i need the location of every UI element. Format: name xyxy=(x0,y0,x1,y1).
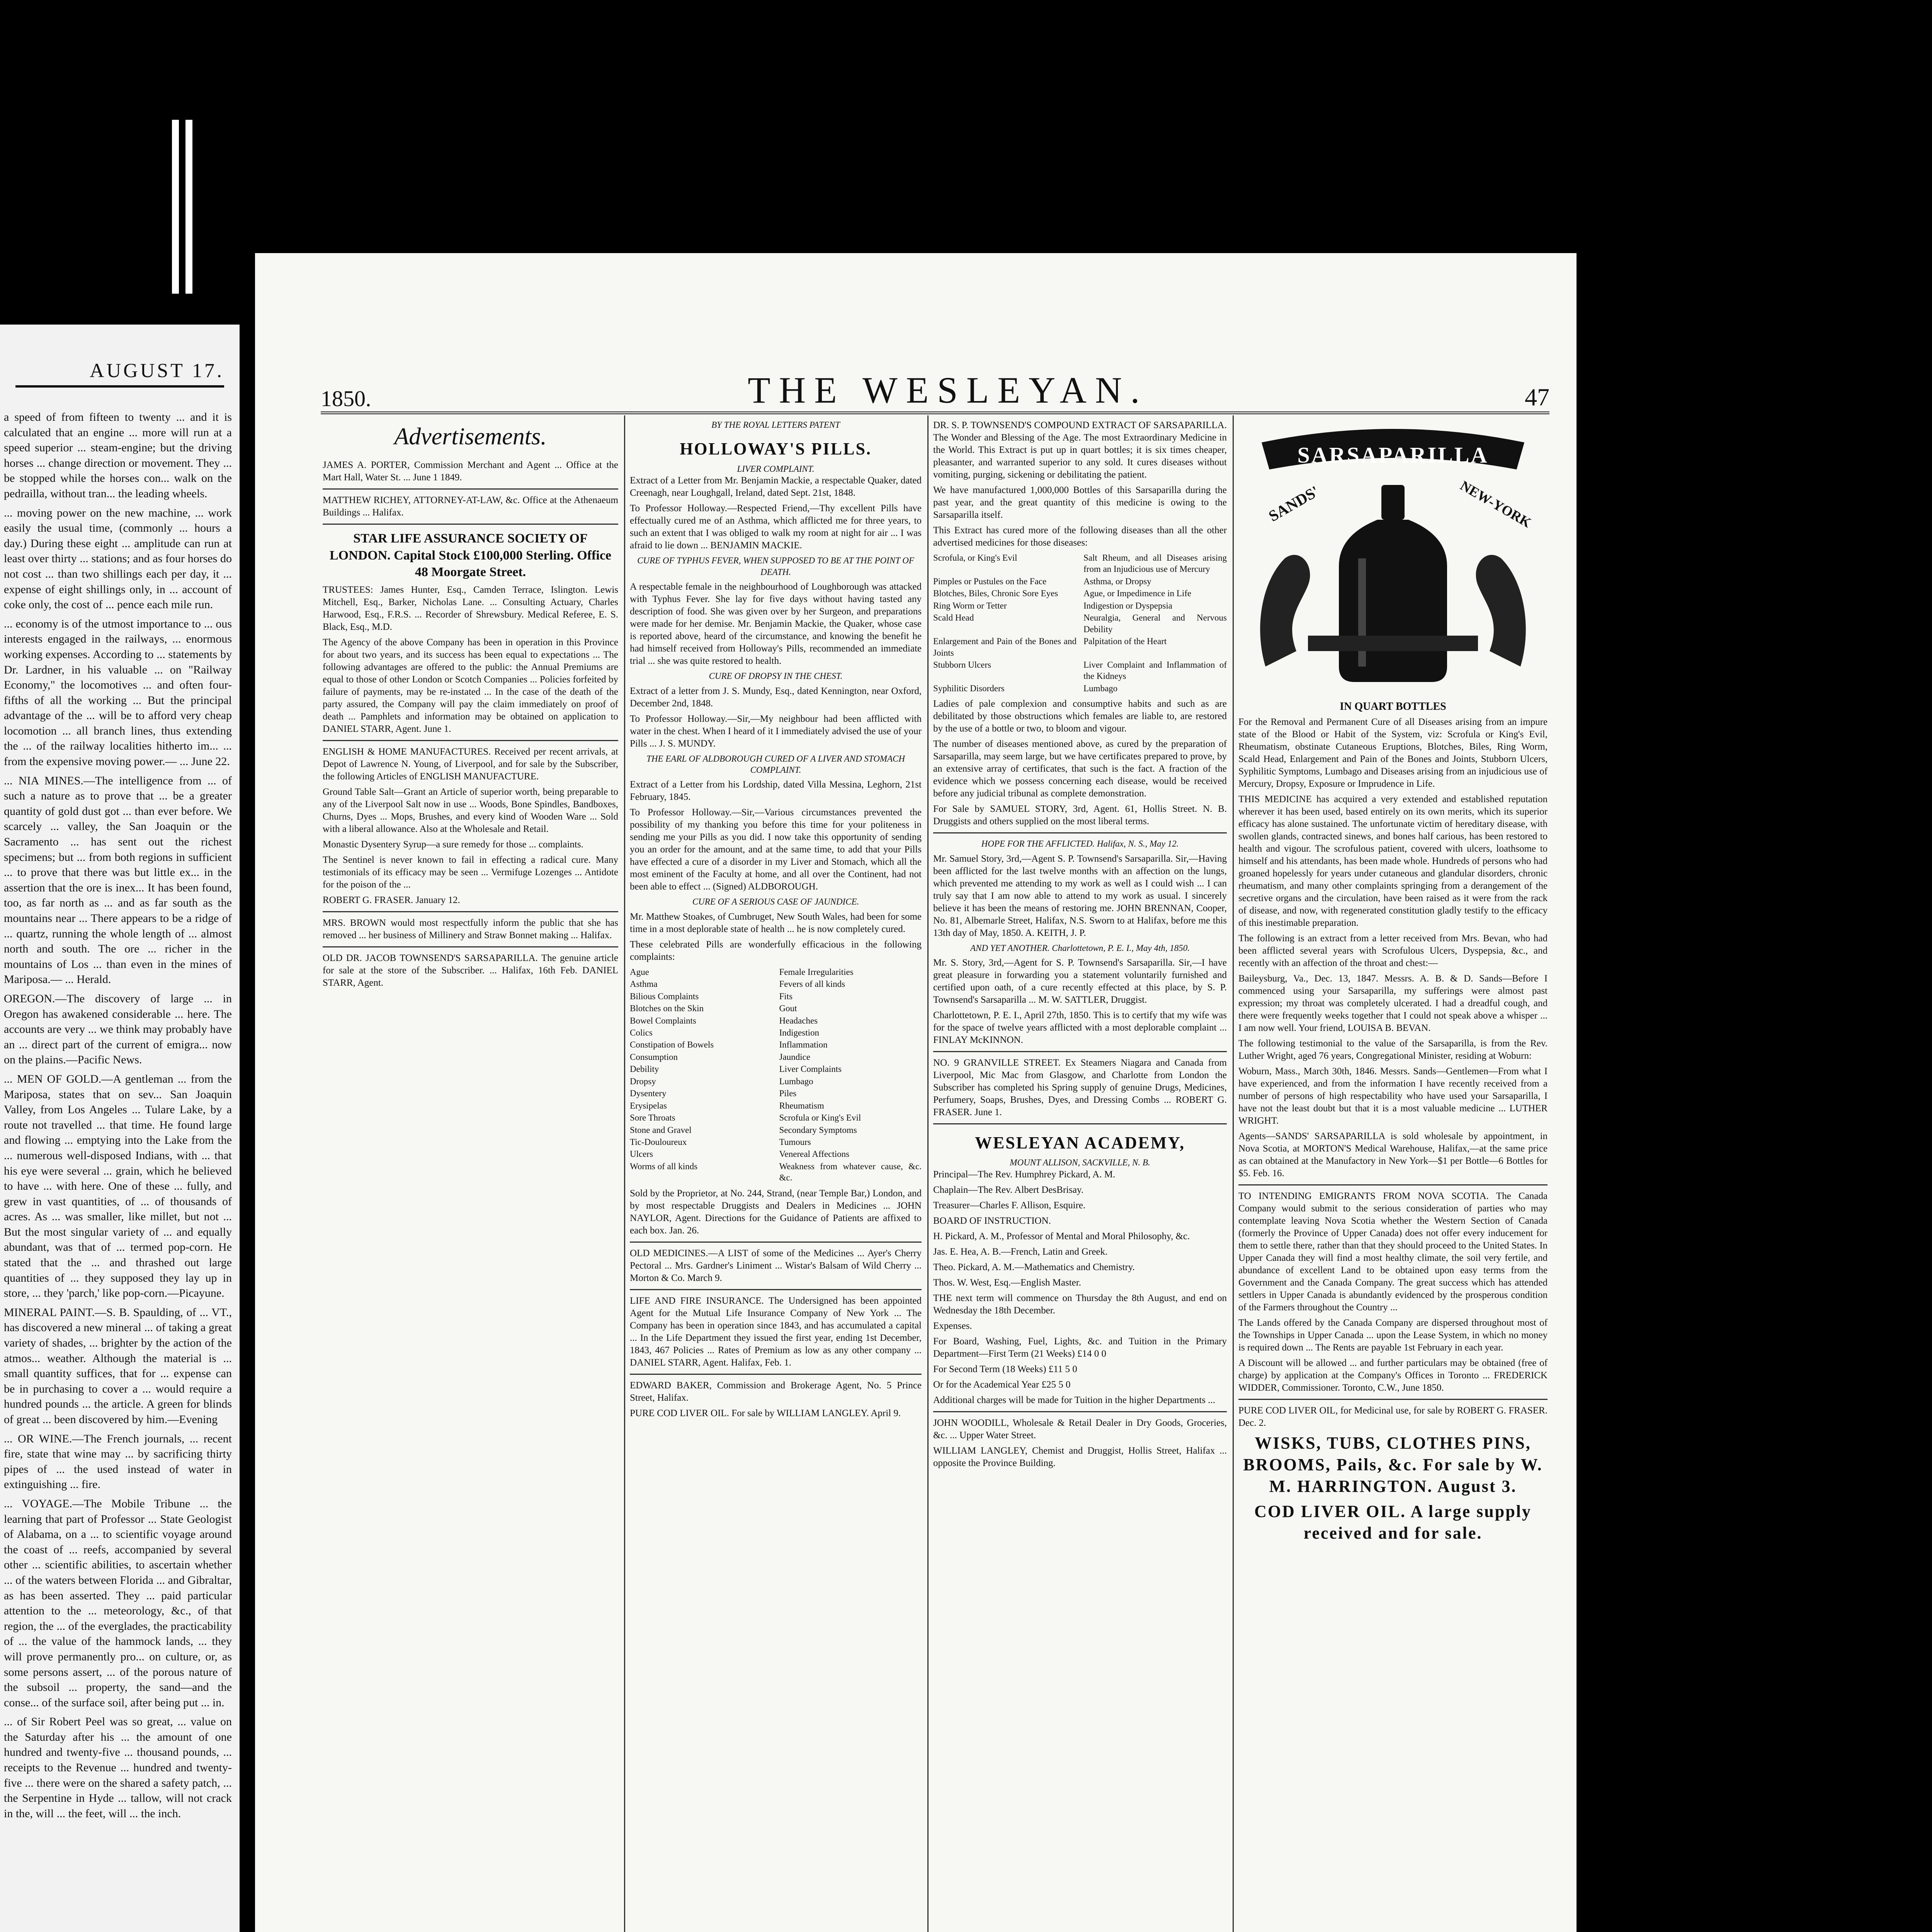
academy-line: For Board, Washing, Fuel, Lights, &c. and Tuition in the Primary Department—First Term (21 Weeks) £14 0 0 xyxy=(933,1336,1227,1359)
diseases-table xyxy=(933,552,1227,694)
paragraph: DR. S. P. TOWNSEND'S COMPOUND EXTRACT OF SARSAPARILLA. The Wonder and Blessing of the Age. The most Extraordinary Medicine in the World. This Extract is put up in quart bottles; it is six times cheaper, pleasanter, and warranted superior to any sold. It cures diseases without vomiting, purging, sickening or debilitating the patient. xyxy=(933,420,1227,480)
divider xyxy=(630,1374,922,1375)
academy-line: Jas. E. Hea, A. B.—French, Latin and Greek. xyxy=(933,1246,1108,1257)
complaint-item: Lumbago xyxy=(779,1076,813,1086)
subheading: LIVER COMPLAINT. xyxy=(737,464,815,474)
divider xyxy=(323,488,618,490)
complaint-item: Indigestion xyxy=(779,1028,819,1037)
divider xyxy=(323,524,618,525)
complaint-item: Inflammation xyxy=(779,1040,828,1050)
academy-line: H. Pickard, A. M., Professor of Mental and Moral Philosophy, &c. xyxy=(933,1231,1190,1242)
paragraph: Sold by the Proprietor, at No. 244, Strand, (near Temple Bar,) London, and by most respectable Druggists and Dealers in Medicines ... JOHN NAYLOR, Agent. Directions for the Guidance of Patients are affixed to each box. Jan. 26. xyxy=(630,1188,922,1236)
paragraph: Woburn, Mass., March 30th, 1846. Messrs. Sands—Gentlemen—From what I have experienced, and from the information I have recently received from a number of persons of high respectability who have used your Sarsaparilla, I have not the least doubt but that it is a most valuable medicine ... LUTHER WRIGHT. xyxy=(1238,1066,1548,1126)
scan-bar-1 xyxy=(172,120,179,294)
complaint-item: Fits xyxy=(779,991,793,1001)
paragraph: WILLIAM LANGLEY, Chemist and Druggist, Hollis Street, Halifax ... opposite the Province Building. xyxy=(933,1445,1227,1468)
paragraph: LIFE AND FIRE INSURANCE. The Undersigned has been appointed Agent for the Mutual Life Insurance Company of New York ... The Company has been in operation since 1843, and has accumulated a capital ... In the Life Department they issued the first year, ending 1st December, 1843, 467 Policies ... Rates of Premium as low as any other company ... DANIEL STARR, Agent. Halifax, Feb. 1. xyxy=(630,1295,922,1368)
holloway-heading: HOLLOWAY'S PILLS. xyxy=(680,439,872,459)
ad-paragraph: MATTHEW RICHEY, ATTORNEY-AT-LAW, &c. Office at the Athenaeum Buildings ... Halifax. xyxy=(323,495,618,518)
disease-item: Ring Worm or Tetter xyxy=(933,600,1007,611)
patent-line: BY THE ROYAL LETTERS PATENT xyxy=(711,420,840,430)
complaint-item: Gout xyxy=(779,1003,797,1014)
academy-heading: WESLEYAN ACADEMY, xyxy=(975,1133,1185,1153)
disease-item: Blotches, Biles, Chronic Sore Eyes xyxy=(933,588,1058,599)
paragraph: Charlottetown, P. E. I., April 27th, 1850. This is to certify that my wife was for the space of twelve years afflicted with a most deplorable complaint ... FINLAY McKINNON. xyxy=(933,1010,1227,1046)
column-holloway xyxy=(630,419,922,1932)
academy-line: Expenses. xyxy=(933,1320,972,1331)
paragraph: ... OR WINE.—The French journals, ... recent fire, state that wine may ... by sacrificing thirty pipes of ... the used instead of water in extinguishing ... fire. xyxy=(4,1432,232,1491)
divider xyxy=(323,946,618,947)
masthead-title: THE WESLEYAN. xyxy=(748,369,1148,411)
paragraph: ... VOYAGE.—The Mobile Tribune ... the learning that part of Professor ... State Geologist of Alabama, on a ... to scientific voyage around the coast of ... reefs, accompanied by several other ... scientific abilities, to ascertain whether ... of the waters between Florida ... and Gibraltar, as has been asserted. They ... paid particular attention to the ... meteorology, &c., of that region, the ... of the everglades, the practicability of ... the value of the hammock lands, ... they will prove permanently pro... on culture, or, as some persons assert, ... of the porous nature of the subsoil ... property, the sand—and the conse... of the surface soil, after being put ... in. xyxy=(4,1497,232,1709)
paragraph: A respectable female in the neighbourhood of Loughborough was attacked with Typhus Fever. She lay for five days without having tasted any description of food. She was given over by her Surgeon, and preparations were made for her demise. Mr. Benjamin Mackie, the Quaker, whose case is reported above, heard of the circumstance, and knowing the benefit he had himself received from Holloway's Pills, recommended an immediate trial ... she was quite restored to health. xyxy=(630,582,922,667)
academy-line: For Second Term (18 Weeks) £11 5 0 xyxy=(933,1364,1077,1374)
paragraph: For Sale by SAMUEL STORY, 3rd, Agent. 61, Hollis Street. N. B. Druggists and others supplied on the most liberal terms. xyxy=(933,804,1227,827)
paragraph: Mr. Samuel Story, 3rd,—Agent S. P. Townsend's Sarsaparilla. Sir,—Having been afflicted for the last twelve months with an affection on the lungs, which prevented me attending to my work as well as I could wish ... I can truly say that I am now able to attend to my work as usual. I sincerely believe it has been the means of restoring me. JOHN BRENNAN, Cooper, No. 81, Albemarle Street, Halifax, N.S. Sworn to at Halifax, before me this 13th day of May, 1850. A. KEITH, J. P. xyxy=(933,853,1227,938)
complaint-item: Ulcers xyxy=(630,1149,653,1159)
subheading: CURE OF TYPHUS FEVER, WHEN SUPPOSED TO BE AT THE POINT OF DEATH. xyxy=(637,556,914,577)
complaint-item: Secondary Symptoms xyxy=(779,1125,857,1135)
paragraph: TO INTENDING EMIGRANTS FROM NOVA SCOTIA. The Canada Company would submit to the serious consideration of parties who may contemplate leaving Nova Scotia whether the Western Section of Canada (formerly the Province of Upper Canada) does not offer every inducement for them to settle there, rather than that they should proceed to the United States. In Upper Canada they will find a most healthy climate, the soil very fertile, and abundance of excellent Land to be obtained upon easy terms from the Government and the Canada Company. The great success which has attended settlers in Upper Canada is abundantly evidenced by the prosperous condition of the Farmers throughout the Country ... xyxy=(1238,1190,1548,1313)
column-rule xyxy=(1233,415,1234,1932)
paragraph: Extract of a letter from J. S. Mundy, Esq., dated Kennington, near Oxford, December 2nd, 1848. xyxy=(630,685,922,709)
divider xyxy=(630,1289,922,1290)
disease-item: Lumbago xyxy=(1083,683,1118,693)
ad-paragraph: TRUSTEES: James Hunter, Esq., Camden Terrace, Islington. Lewis Mitchell, Esq., Barker, Nicholas Lane. ... Consulting Actuary, Charles Harwood, Esq., F.R.S. ... Recorder of Shrewsbury. Medical Referee, E. S. Black, Esq., M.D. xyxy=(323,584,618,632)
paragraph: We have manufactured 1,000,000 Bottles of this Sarsaparilla during the past year, and the great quantity of this medicine is owing to the Sarsaparilla itself. xyxy=(933,485,1227,520)
academy-line: Or for the Academical Year £25 5 0 xyxy=(933,1379,1071,1390)
disease-item: Palpitation of the Heart xyxy=(1083,636,1167,646)
complaint-item: Female Irregularities xyxy=(779,967,854,977)
subheading: HOPE FOR THE AFFLICTED. Halifax, N. S., May 12. xyxy=(981,839,1179,849)
paragraph: a speed of from fifteen to twenty ... and it is calculated that an engine ... more will run at a speed superior ... steam-engine; but the driving horses ... change direction or movement. They ... be stopped while the horses con... walk on the pedrailla, without tran... the leading wheels. xyxy=(4,411,232,500)
complaint-item: Asthma xyxy=(630,979,658,989)
paragraph: MINERAL PAINT.—S. B. Spaulding, of ... VT., has discovered a new mineral ... of taking a great variety of shades, ... brighter by the action of the atmos... weather. Although the material is ... small quantity suffices, that for ... expense can be in purchasing to cover a ... would require a hundred pounds ... the article. A green for blinds of great ... been discovered by him.—Evening xyxy=(4,1306,232,1426)
disease-item: Liver Complaint and Inflammation of the Kidneys xyxy=(1083,660,1227,681)
academy-line: Chaplain—The Rev. Albert DesBrisay. xyxy=(933,1184,1084,1195)
complaint-item: Colics xyxy=(630,1028,653,1037)
paragraph: ... moving power on the new machine, ... work easily the usual time, (commonly ... hours a day.) During these eight ... amplitude can run at least over thirty ... stations; and as four horses do not cost ... than two shillings each per day, it ... expense of eight shillings only, in ... account of coke only, the cost of ... pence each mile run. xyxy=(4,506,232,611)
paragraph: JOHN WOODILL, Wholesale & Retail Dealer in Dry Goods, Groceries, &c. ... Upper Water Street. xyxy=(933,1417,1227,1440)
paragraph: NO. 9 GRANVILLE STREET. Ex Steamers Niagara and Canada from Liverpool, Mic Mac from Glasgow, and Charlotte from London the Subscriber has completed his Spring supply of genuine Drugs, Medicines, Perfumery, Soaps, Brushes, Dyes, and Dressing Combs ... ROBERT G. FRASER. June 1. xyxy=(933,1058,1227,1118)
divider xyxy=(323,740,618,741)
disease-item: Indigestion or Dyspepsia xyxy=(1083,600,1172,611)
academy-line: Principal—The Rev. Humphrey Pickard, A. M. xyxy=(933,1169,1116,1180)
complaint-item: Headaches xyxy=(779,1015,818,1026)
ad-paragraph: ENGLISH & HOME MANUFACTURES. Received per recent arrivals, at Depot of Lawrence N. Young, of Liverpool, and for sale by the Subscriber, the following Articles of ENGLISH MANUFACTURE. xyxy=(323,746,618,782)
complaint-item: Bilious Complaints xyxy=(630,991,699,1001)
sarsaparilla-logo xyxy=(1238,419,1548,697)
newspaper-page xyxy=(255,253,1577,1932)
previous-page-header: AUGUST 17. xyxy=(15,359,224,388)
complaint-item: Jaundice xyxy=(779,1052,810,1062)
ad-paragraph: MRS. BROWN would most respectfully inform the public that she has removed ... her business of Millinery and Straw Bonnet making ... Halifax. xyxy=(323,917,618,940)
paragraph: Baileysburg, Va., Dec. 13, 1847. Messrs. A. B. & D. Sands—Before I commenced using your Sarsaparilla, my sufferings were almost past expression; my throat was completely ulcerated. I had a dreadful cough, and there were frequently weeks together that I could not speak above a whisper ... I am now well. Your friend, LOUISA B. BEVAN. xyxy=(1238,973,1548,1033)
masthead-year: 1850. xyxy=(321,386,371,411)
logo-sands: SANDS' xyxy=(1265,482,1322,525)
complaint-item: Debility xyxy=(630,1064,659,1074)
ad-heading: STAR LIFE ASSURANCE SOCIETY OF LONDON. Capital Stock £100,000 Sterling. Office 48 Moorgate Street. xyxy=(329,531,612,580)
academy-line: Thos. W. West, Esq.—English Master. xyxy=(933,1277,1081,1288)
complaint-item: Tic-Douloureux xyxy=(630,1137,687,1147)
divider xyxy=(630,1242,922,1243)
disease-item: Salt Rheum, and all Diseases arising from an Injudicious use of Mercury xyxy=(1083,553,1227,574)
paragraph: Mr. Matthew Stoakes, of Cumbruget, New South Wales, had been for some time in a most deplorable state of health ... he is now completely cured. xyxy=(630,911,922,934)
disease-item: Scald Head xyxy=(933,613,974,623)
complaint-item: Dysentery xyxy=(630,1088,667,1099)
complaint-item: Consumption xyxy=(630,1052,678,1062)
masthead xyxy=(321,369,1549,414)
column-townsend xyxy=(933,419,1227,1932)
complaint-item: Piles xyxy=(779,1088,797,1099)
disease-item: Enlargement and Pain of the Bones and Joints xyxy=(933,636,1077,658)
advertisements-heading: Advertisements. xyxy=(394,423,547,450)
ad-paragraph: The Agency of the above Company has been in operation in this Province for about two years, and its success has been equal to expectations ... The following advantages are offered to the public: the Annual Premiums are equal to those of other London or Scotch Companies ... Policies forfeited by failure of payments, may be re-instated ... In the case of the death of the party assured, the Company will pay the claim immediately on proof of death ... Pamphlets and information may be obtained on application to DANIEL STARR, Agent. June 1. xyxy=(323,637,618,734)
complaint-item: Tumours xyxy=(779,1137,811,1147)
complaint-item: Blotches on the Skin xyxy=(630,1003,704,1014)
divider xyxy=(1238,1399,1548,1400)
column-rule xyxy=(927,415,929,1932)
complaint-item: Dropsy xyxy=(630,1076,656,1086)
complaint-item: Erysipelas xyxy=(630,1100,667,1111)
paragraph: ... of Sir Robert Peel was so great, ... value on the Saturday after his ... the amount of one hundred and twenty-five ... thousand pounds, ... receipts to the Revenue ... hundred and twenty-five ... there were on the shared a safety patch, ... the Serpentine in Hyde ... tallow, will not crack in the, will ... the feet, will ... the inch. xyxy=(4,1715,232,1820)
disease-item: Ague, or Impedimence in Life xyxy=(1083,588,1192,599)
in-quart-bottles: IN QUART BOTTLES xyxy=(1340,701,1446,713)
ad-paragraph: The Sentinel is never known to fail in effecting a radical cure. Many testimonials of its efficacy may be seen ... Vermifuge Lozenges ... Antidote for the poison of the ... xyxy=(323,854,618,890)
page-number: 47 xyxy=(1524,383,1549,411)
previous-page xyxy=(0,325,240,1932)
paragraph: To Professor Holloway.—Sir,—My neighbour had been afflicted with water in the chest. When I heard of it I immediately advised the use of your Pills ... J. S. MUNDY. xyxy=(630,713,922,749)
academy-line: Theo. Pickard, A. M.—Mathematics and Chemistry. xyxy=(933,1262,1135,1272)
academy-line: Treasurer—Charles F. Allison, Esquire. xyxy=(933,1200,1086,1211)
cod-liver-oil-ad: COD LIVER OIL. A large supply received and for sale. xyxy=(1254,1502,1532,1543)
academy-line: BOARD OF INSTRUCTION. xyxy=(933,1215,1051,1226)
paragraph: The following is an extract from a letter received from Mrs. Bevan, who had been afflicted several years with Scrofulous Ulcers, Dyspepsia, &c., and recently with an affection of the throat and chest:— xyxy=(1238,933,1548,968)
complaint-item: Stone and Gravel xyxy=(630,1125,692,1135)
ad-paragraph: Monastic Dysentery Syrup—a sure remedy for those ... complaints. xyxy=(323,839,583,850)
paragraph: ... economy is of the utmost importance to ... ous interests engaged in the railways, ... enormous working expenses. According to ... statements by Dr. Lardner, in his valuable ... on "Railway Economy," the locomotives ... and often four-fifths of all the working ... But the principal advantage of the ... will be to afford very cheap locomotion ... all branch lines, thus extending the ... of the railway localities hitherto im... ... from the expensive moving power.— ... June 22. xyxy=(4,617,232,768)
logo-new-york: NEW-YORK xyxy=(1458,478,1534,531)
paragraph: THIS MEDICINE has acquired a very extended and established reputation wherever it has been used, based entirely on its own merits, which its superior efficacy has alone sustained. The unfortunate victim of hereditary disease, with swollen glands, contracted sinews, and bones half carious, has been restored to health and vigour. The scrofulous patient, covered with ulcers, loathsome to himself and his attendants, has been made whole. Hundreds of persons who had groaned hopelessly for years under cutaneous and glandular disorders, chronic rheumatism, and many other complaints springing from a derangement of the secretive organs and the circulation, have been raised as it were from the rack of disease, and now, with regenerated constitution gladly testify to the efficacy of this inestimable preparation. xyxy=(1238,794,1548,928)
paragraph: The number of diseases mentioned above, as cured by the preparation of Sarsaparilla, may seem large, but we have certificates prepared to prove, by an extensive array of certificates, that such is the fact. A fraction of the evidence which we possess concerning each disease, would be received before any judicial tribunal as complete demonstration. xyxy=(933,739,1227,799)
ad-paragraph: ROBERT G. FRASER. January 12. xyxy=(323,895,460,905)
ad-paragraph: OLD DR. JACOB TOWNSEND'S SARSAPARILLA. The genuine article for sale at the store of the Subscriber. ... Halifax, 16th Feb. DANIEL STARR, Agent. xyxy=(323,952,618,988)
ad-paragraph: Ground Table Salt—Grant an Article of superior worth, being preparable to any of the Liverpool Salt now in use ... Woods, Bone Spindles, Bandboxes, Churns, Dyes ... Mops, Brushes, and every kind of Wooden Ware ... Sold with a liberal allowance. Also at the Wholesale and Retail. xyxy=(323,786,618,834)
disease-item: Neuralgia, General and Nervous Debility xyxy=(1083,613,1227,634)
paragraph: The following testimonial to the value of the Sarsaparilla, is from the Rev. Luther Wright, aged 76 years, Congregational Minister, residing at Woburn: xyxy=(1238,1038,1548,1061)
disease-item: Pimples or Pustules on the Face xyxy=(933,576,1047,586)
divider xyxy=(1238,1184,1548,1185)
paragraph: These celebrated Pills are wonderfully efficacious in the following complaints: xyxy=(630,939,922,962)
paragraph: ... NIA MINES.—The intelligence from ... of such a nature as to prove that ... be a greater quantity of gold dust got ... than ever before. We scarcely ... valley, the San Joaquin or the Sacramento ... has sent out the richest specimens; but ... from both regions in sufficient ... to prove that there was but little ex... in the assertion that the ore is inex... It has been found, too, as far north as ... and as far south as the mountains near ... There appears to be a ridge of ... quartz, running the whole length of ... almost north and south. The ore ... richer in the mountains of Los ... than even in the mines of Mariposa.— ... Herald. xyxy=(4,774,232,986)
logo-sarsaparilla: SARSAPARILLA xyxy=(1297,442,1489,468)
divider xyxy=(323,911,618,912)
paragraph: To Professor Holloway.—Sir,—Various circumstances prevented the possibility of my thanking you before this time for your politeness in sending me your Pills as you did. I now take this opportunity of sending you an order for the amount, and at the same time, to add that your Pills have effected a cure of a disorder in my Liver and Stomach, which all the most eminent of the Faculty at home, and all over the Continent, had not been able to effect ... (Signed) ALDBOROUGH. xyxy=(630,807,922,892)
subheading: CURE OF A SERIOUS CASE OF JAUNDICE. xyxy=(692,897,859,907)
complaints-table xyxy=(630,966,922,1184)
subheading: THE EARL OF ALDBOROUGH CURED OF A LIVER AND STOMACH COMPLAINT. xyxy=(646,753,905,775)
subheading: CURE OF DROPSY IN THE CHEST. xyxy=(709,671,843,681)
complaint-item: Constipation of Bowels xyxy=(630,1040,714,1050)
paragraph: ... MEN OF GOLD.—A gentleman ... from the Mariposa, states that on sev... San Joaquin Valley, from Los Angeles ... Tulare Lake, by a route not travelled ... that time. He found large and flowing ... emptying into the Lake from the ... numerous well-disposed Indians, with ... that his eye were several ... grain, which he believed to have ... with here. One of these ... fully, and grew in vast quantities, of ... of thousands of acres. As ... was smaller, like millet, but not ... But the most singular variety of ... and equally abundant, was that of ... termed pop-corn. He stated that the ... and thrashed out large quantities of ... they supposed they lay up in store, ... they 'parch,' like pop-corn.—Picayune. xyxy=(4,1072,232,1300)
paragraph: A Discount will be allowed ... and further particulars may be obtained (free of charge) by application at the Company's Offices in Toronto ... FREDERICK WIDDER, Commissioner. Toronto, C.W., June 1850. xyxy=(1238,1357,1548,1393)
previous-page-text xyxy=(4,410,232,1825)
paragraph: OLD MEDICINES.—A LIST of some of the Medicines ... Ayer's Cherry Pectoral ... Mrs. Gardner's Liniment ... Wistar's Balsam of Wild Cherry ... Morton & Co. March 9. xyxy=(630,1248,922,1283)
paragraph: To Professor Holloway.—Respected Friend,—Thy excellent Pills have effectually cured me of an Asthma, which afflicted me for three years, to such an extent that I was obliged to walk my room at night for air ... I was afraid to lie down ... BENJAMIN MACKIE. xyxy=(630,503,922,551)
disease-item: Syphilitic Disorders xyxy=(933,683,1005,693)
column-rule xyxy=(624,415,625,1932)
complaint-item: Worms of all kinds xyxy=(630,1161,698,1171)
complaint-item: Rheumatism xyxy=(779,1100,824,1111)
academy-line: THE next term will commence on Thursday the 8th August, and end on Wednesday the 18th December. xyxy=(933,1293,1227,1316)
divider xyxy=(933,1411,1227,1412)
complaint-item: Bowel Complaints xyxy=(630,1015,696,1026)
complaint-item: Venereal Affections xyxy=(779,1149,850,1159)
column-advertisements xyxy=(323,419,618,1932)
wisks-tubs-ad: WISKS, TUBS, CLOTHES PINS, BROOMS, Pails, &c. For sale by W. M. HARRINGTON. August 3. xyxy=(1243,1433,1543,1496)
paragraph: Extract of a Letter from Mr. Benjamin Mackie, a respectable Quaker, dated Creenagh, near Loughgall, Ireland, dated Sept. 21st, 1848. xyxy=(630,475,922,498)
disease-item: Asthma, or Dropsy xyxy=(1083,576,1151,586)
academy-line: Additional charges will be made for Tuition in the higher Departments ... xyxy=(933,1395,1215,1405)
paragraph: Extract of a Letter from his Lordship, dated Villa Messina, Leghorn, 21st February, 1845. xyxy=(630,779,922,803)
paragraph: OREGON.—The discovery of large ... in Oregon has awakened considerable ... here. The accounts are very ... we think may probably have an ... direct part of the current of emigra... now on the plains.—Pacific News. xyxy=(4,992,232,1066)
complaint-item: Sore Throats xyxy=(630,1113,675,1123)
divider xyxy=(933,832,1227,833)
ad-paragraph: JAMES A. PORTER, Commission Merchant and Agent ... Office at the Mart Hall, Water St. ... June 1 1849. xyxy=(323,460,618,483)
paragraph: Mr. S. Story, 3rd,—Agent for S. P. Townsend's Sarsaparilla. Sir,—I have great pleasure in forwarding you a statement voluntarily furnished and certified upon oath, of a cure recently effected at this place, by S. P. Townsend's Sarsaparilla ... M. W. SATTLER, Druggist. xyxy=(933,957,1227,1005)
column-sands xyxy=(1238,419,1548,1932)
divider xyxy=(933,1051,1227,1052)
disease-item: Scrofula, or King's Evil xyxy=(933,553,1017,563)
paragraph: Agents—SANDS' SARSAPARILLA is sold wholesale by appointment, in Nova Scotia, at MORTON'S Medical Warehouse, Halifax,—at the same price as can obtained at the Manufactory in New York—$1 per Bottle—6 Bottles for $5. Feb. 16. xyxy=(1238,1131,1548,1179)
divider xyxy=(933,1123,1227,1124)
complaint-item: Scrofula or King's Evil xyxy=(779,1113,861,1123)
complaint-item: Weakness from whatever cause, &c. &c. xyxy=(779,1161,922,1183)
complaint-item: Fevers of all kinds xyxy=(779,979,845,989)
paragraph: PURE COD LIVER OIL. For sale by WILLIAM LANGLEY. April 9. xyxy=(630,1408,901,1418)
paragraph: The Lands offered by the Canada Company are dispersed throughout most of the Townships in Upper Canada ... upon the Lease System, in which no money is required down ... The Rents are payable 1st February in each year. xyxy=(1238,1317,1548,1353)
sarsaparilla-bottle-illustration xyxy=(1238,419,1548,697)
paragraph: PURE COD LIVER OIL, for Medicinal use, for sale by ROBERT G. FRASER. Dec. 2. xyxy=(1238,1405,1548,1428)
academy-details xyxy=(933,1168,1227,1406)
disease-item: Stubborn Ulcers xyxy=(933,660,992,670)
subheading: AND YET ANOTHER. Charlottetown, P. E. I., May 4th, 1850. xyxy=(970,943,1190,953)
academy-subheading: MOUNT ALLISON, SACKVILLE, N. B. xyxy=(1010,1158,1150,1168)
complaint-item: Liver Complaints xyxy=(779,1064,842,1074)
complaint-item: Ague xyxy=(630,967,649,977)
scan-bar-2 xyxy=(185,120,192,294)
paragraph: This Extract has cured more of the following diseases than all the other advertised medicines for those diseases: xyxy=(933,525,1227,548)
paragraph: Ladies of pale complexion and consumptive habits and such as are debilitated by those obstructions which females are liable to, are restored by the use of a bottle or two, to bloom and vigour. xyxy=(933,699,1227,734)
paragraph: EDWARD BAKER, Commission and Brokerage Agent, No. 5 Prince Street, Halifax. xyxy=(630,1380,922,1403)
paragraph: For the Removal and Permanent Cure of all Diseases arising from an impure state of the Blood or Habit of the System, viz: Scrofula or King's Evil, Rheumatism, obstinate Cutaneous Eruptions, Blotches, Biles, Ring Worm, Scald Head, Enlargement and Pain of the Bones and Joints, Stubborn Ulcers, Syphilitic Symptoms, Lumbago and Diseases arising from an injudicious use of Mercury, Dropsy, Exposure or Imprudence in Life. xyxy=(1238,716,1548,789)
